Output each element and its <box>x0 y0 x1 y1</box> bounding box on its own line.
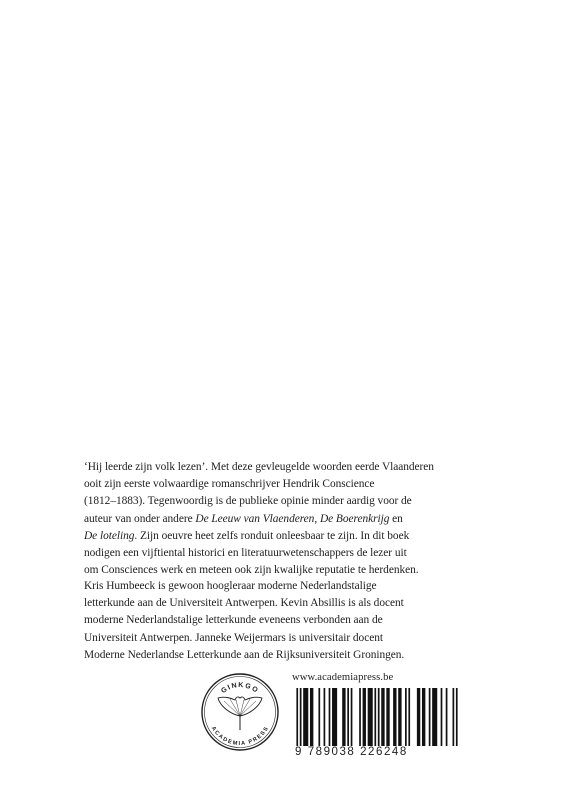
bio-line: moderne Nederlandstalige letterkunde eveneens verbonden aan de <box>84 614 383 627</box>
barcode-bar <box>386 688 389 746</box>
barcode-bar <box>374 688 376 754</box>
blurb-line: nodigen een vijftiental historici en literatuurwetenschappers de lezer uit <box>84 546 407 559</box>
blurb-line <box>84 511 504 528</box>
barcode-bar <box>363 688 366 746</box>
barcode-bar <box>422 688 425 746</box>
blurb-text: auteur van onder andere <box>84 512 196 525</box>
blurb-line: (1812–1883). Tegenwoordig is de publieke opinie minder aardig voor de <box>84 495 412 508</box>
barcode-bar <box>342 688 345 746</box>
barcode-bar <box>347 688 349 746</box>
barcode-bar <box>324 688 326 746</box>
blurb-line: ‘Hij leerde zijn volk lezen’. Met deze gevleugelde woorden eerde Vlaanderen <box>84 461 434 473</box>
book-blurb <box>84 459 504 579</box>
blurb-text: . Zijn oeuvre heet zelfs ronduit onleesbaar te zijn. In dit boek <box>134 529 410 542</box>
barcode-bar <box>408 688 410 746</box>
barcode-bar <box>296 688 298 754</box>
barcode-bar <box>417 688 420 746</box>
barcode-bar <box>381 688 384 746</box>
bio-line: Universiteit Antwerpen. Janneke Weijermars is universitair docent <box>84 631 383 644</box>
book-title-loteling: De loteling <box>84 529 135 542</box>
barcode-bar <box>368 688 373 746</box>
ean-number: 9 789038 226248 <box>293 746 463 758</box>
svg-text:GINKGO <box>220 682 260 695</box>
bio-line: Moderne Nederlandse Letterkunde aan de Rijksuniversiteit Groningen. <box>84 648 405 661</box>
blurb-line <box>84 528 504 545</box>
blurb-text: en <box>389 512 403 525</box>
barcode-bar <box>441 688 443 746</box>
barcode-bar <box>303 688 308 746</box>
barcode-icon <box>293 688 461 762</box>
barcode-bar <box>318 688 320 746</box>
barcode-bar <box>359 688 361 746</box>
barcode-bar <box>351 688 353 746</box>
blurb-line: om Consciences werk en meteen ook zijn kwalijke reputatie te herdenken. <box>84 564 419 577</box>
publisher-website: www.academiapress.be <box>292 672 394 683</box>
barcode-bar <box>446 688 448 746</box>
editors-bio <box>84 578 504 664</box>
bio-line: letterkunde aan de Universiteit Antwerpen. Kevin Absillis is als docent <box>84 597 404 610</box>
logo-top-text: GINKGO <box>220 681 260 695</box>
blurb-text: , <box>314 512 320 525</box>
barcode-bar <box>432 688 437 746</box>
blurb-line: ooit zijn eerste volwaardige romanschrijver Hendrik Conscience <box>84 478 375 491</box>
barcode-bar <box>405 688 407 746</box>
barcode-bar <box>393 688 396 746</box>
barcode-bar <box>329 688 331 746</box>
barcode-bar <box>300 688 302 754</box>
barcode-bar <box>429 688 431 746</box>
logo-bottom-text: ACADEMIA PRESS <box>209 725 271 748</box>
ginkgo-academia-press-logo-icon <box>200 672 280 752</box>
barcode-bar <box>310 688 313 746</box>
barcode-bar <box>453 688 455 754</box>
barcode-bar <box>398 688 401 746</box>
book-title-boerenkrijg: De Boerenkrijg <box>319 512 390 525</box>
barcode-bar <box>332 688 337 746</box>
book-title-leeuw: De Leeuw van Vlaenderen <box>195 512 315 525</box>
bio-line: Kris Humbeeck is gewoon hoogleraar moderne Nederlandstalige <box>84 580 377 592</box>
barcode-bar <box>378 688 380 754</box>
barcode-bar <box>456 688 458 754</box>
